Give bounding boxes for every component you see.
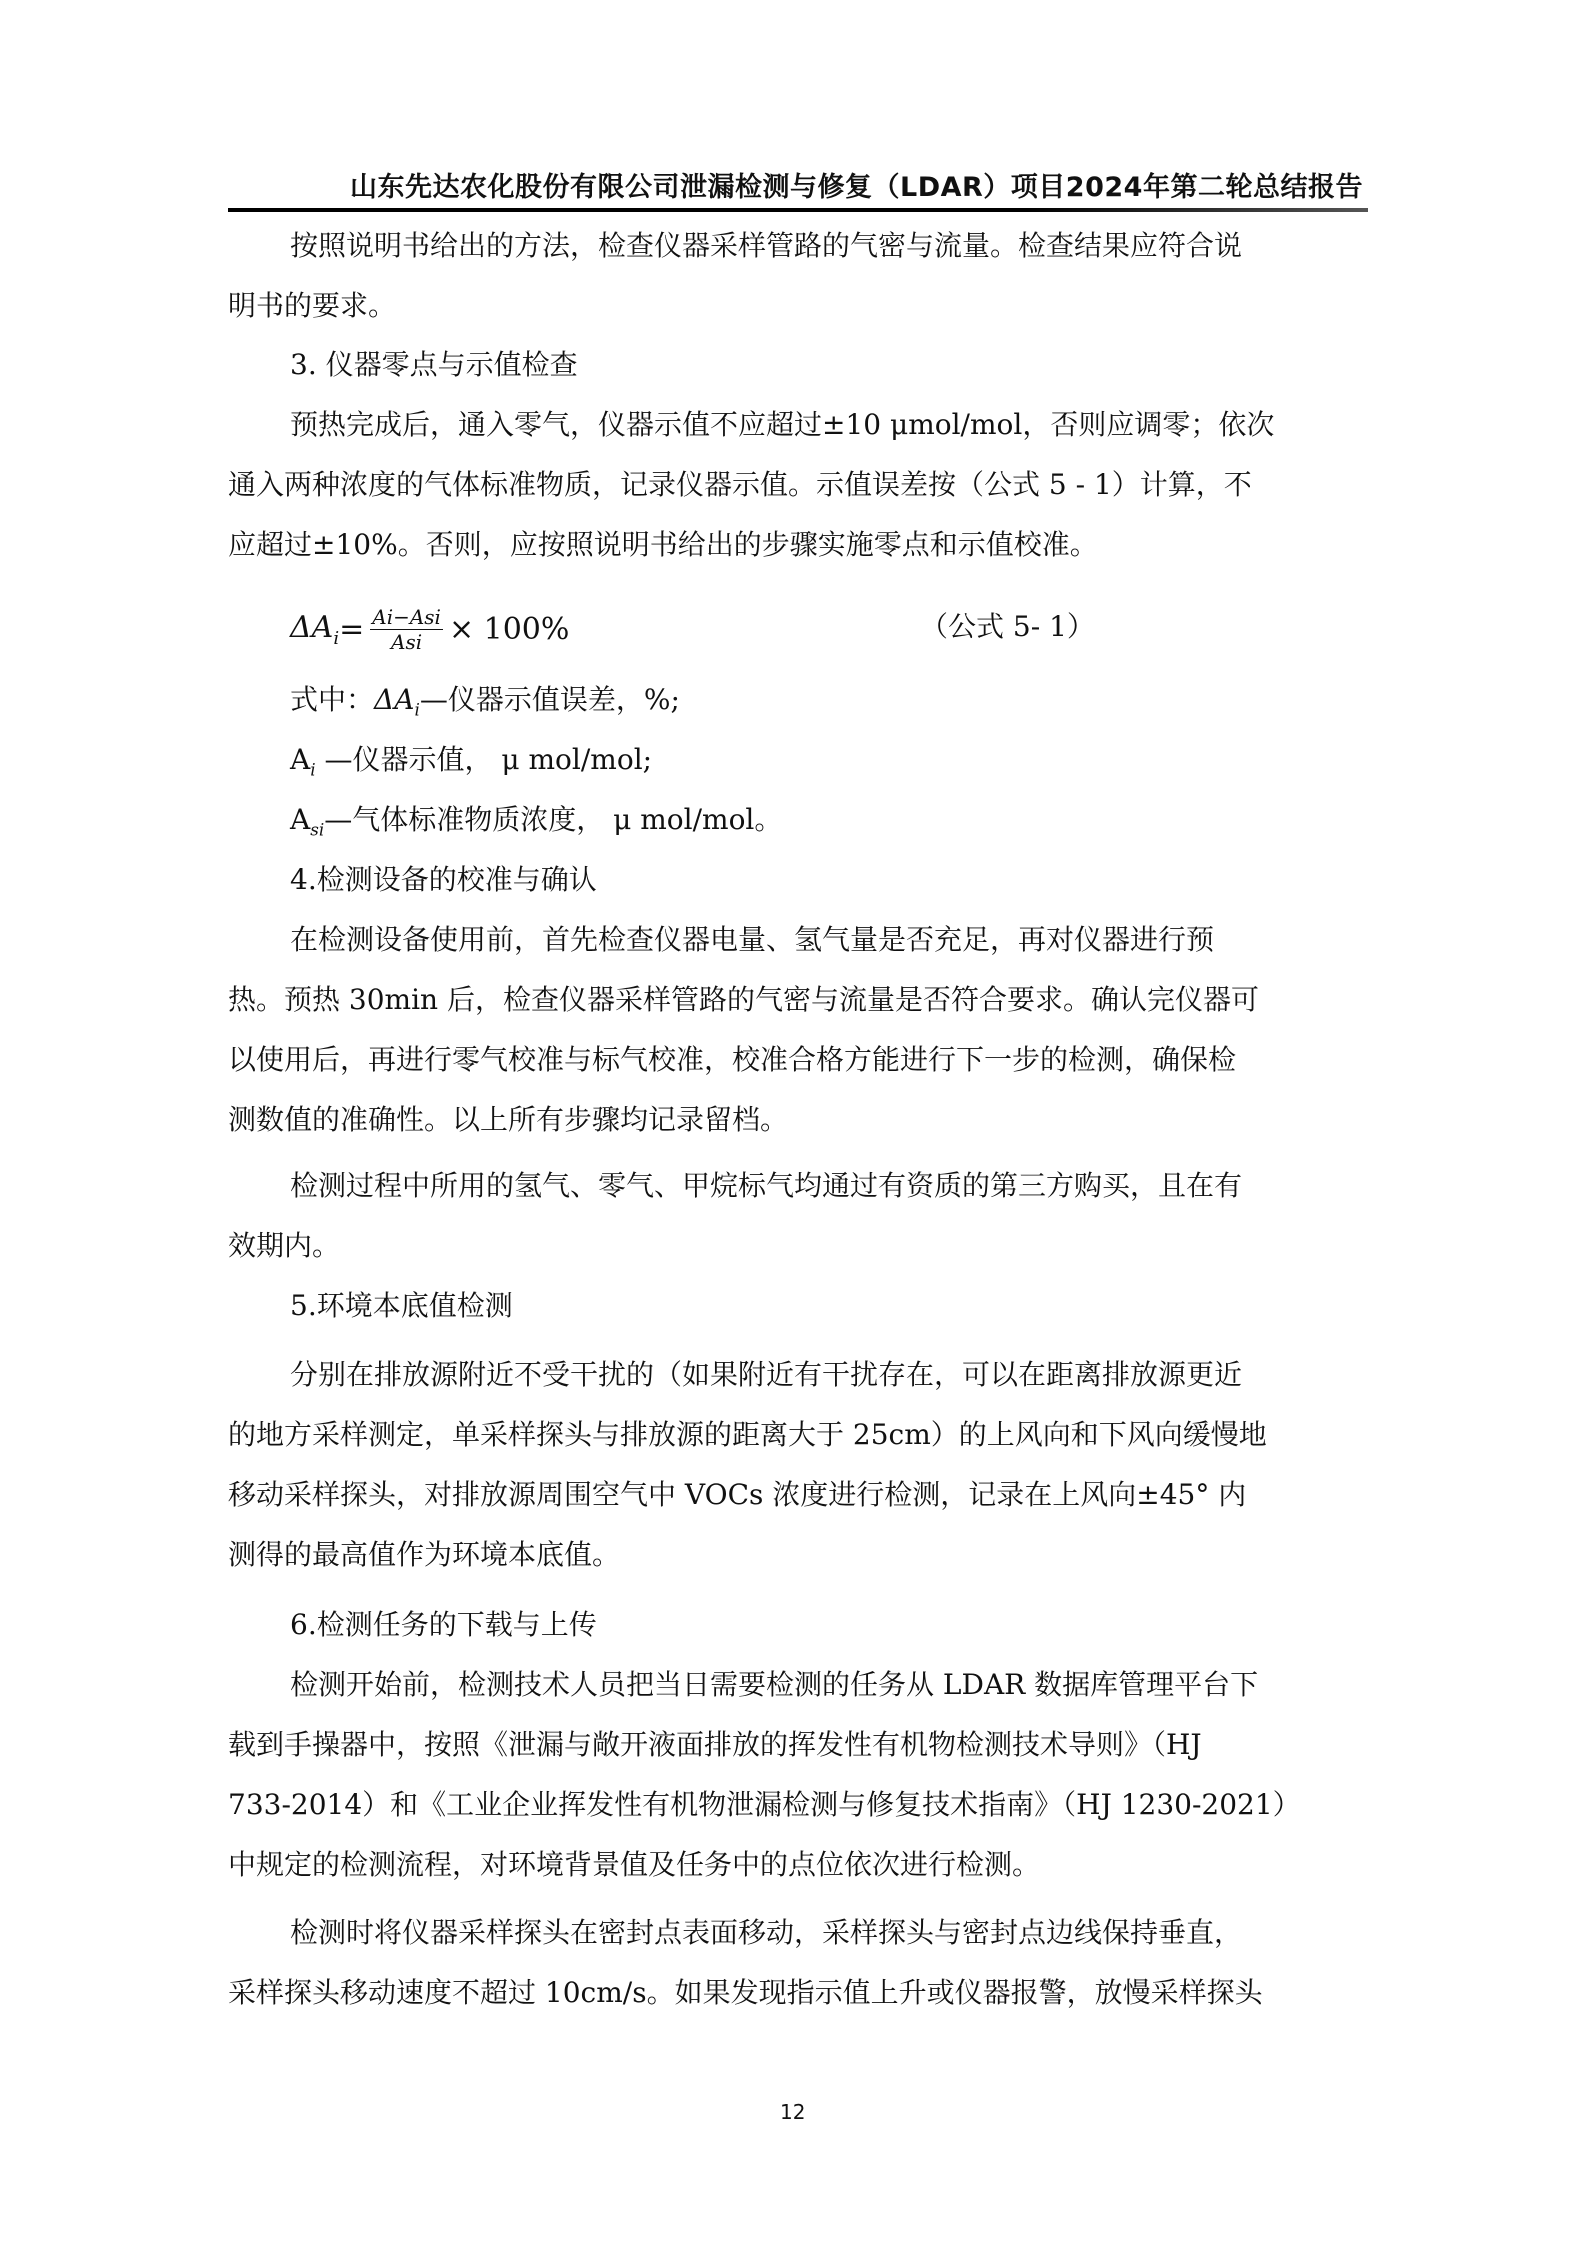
paragraph-line: 热。预热 30min 后，检查仪器采样管路的气密与流量是否符合要求。确认完仪器可 xyxy=(228,983,1259,1016)
paragraph-line: 通入两种浓度的气体标准物质，记录仪器示值。示值误差按（公式 5 - 1）计算，不 xyxy=(228,468,1252,501)
paragraph-line: 中规定的检测流程，对环境背景值及任务中的点位依次进行检测。 xyxy=(228,1848,1041,1881)
paragraph-line: 的地方采样测定，单采样探头与排放源的距离大于 25cm）的上风向和下风向缓慢地 xyxy=(228,1418,1267,1451)
paragraph-line: 在检测设备使用前，首先检查仪器电量、氢气量是否充足，再对仪器进行预 xyxy=(290,923,1215,956)
paragraph-line: 以使用后，再进行零气校准与标气校准，校准合格方能进行下一步的检测，确保检 xyxy=(228,1043,1237,1076)
paragraph-line: 移动采样探头，对排放源周围空气中 VOCs 浓度进行检测，记录在上风向±45° 内 xyxy=(228,1478,1247,1511)
report-header-title: 山东先达农化股份有限公司泄漏检测与修复（LDAR）项目2024年第二轮总结报告 xyxy=(350,172,1363,203)
section-heading-6: 6.检测任务的下载与上传 xyxy=(290,1608,597,1641)
formula-where-line: $A_i$ —仪器示值， μ mol/mol; xyxy=(290,743,653,780)
page-number: 12 xyxy=(780,2100,806,2124)
paragraph-line: 测得的最高值作为环境本底值。 xyxy=(228,1538,621,1571)
section-heading-5: 5.环境本底值检测 xyxy=(290,1289,513,1322)
paragraph-line: 效期内。 xyxy=(228,1229,341,1262)
section-heading-3: 3. 仪器零点与示值检查 xyxy=(290,348,578,381)
paragraph-line: 明书的要求。 xyxy=(228,289,397,322)
formula-lhs: $\Delta A_i$ xyxy=(290,610,340,649)
formula-denominator: Asi xyxy=(391,630,423,654)
paragraph-line: 分别在排放源附近不受干扰的（如果附近有干扰存在，可以在距离排放源更近 xyxy=(290,1358,1243,1391)
paragraph-line: 检测过程中所用的氢气、零气、甲烷标气均通过有资质的第三方购买，且在有 xyxy=(290,1169,1243,1202)
paragraph-line: 733-2014）和《工业企业挥发性有机物泄漏检测与修复技术指南》（HJ 1230-2021） xyxy=(228,1788,1301,1821)
formula-label: （公式 5- 1） xyxy=(920,610,1095,643)
formula-rhs: × 100% xyxy=(448,612,570,647)
paragraph-line: 检测开始前，检测技术人员把当日需要检测的任务从 LDAR 数据库管理平台下 xyxy=(290,1668,1259,1701)
paragraph-line: 载到手操器中，按照《泄漏与敞开液面排放的挥发性有机物检测技术导则》（HJ xyxy=(228,1728,1202,1761)
formula-equals: = xyxy=(339,612,365,647)
section-heading-4: 4.检测设备的校准与确认 xyxy=(290,863,597,896)
paragraph-line: 检测时将仪器采样探头在密封点表面移动，采样探头与密封点边线保持垂直， xyxy=(290,1916,1243,1949)
paragraph-line: 采样探头移动速度不超过 10cm/s。如果发现指示值上升或仪器报警，放慢采样探头 xyxy=(228,1976,1263,2009)
formula-numerator: Ai−Asi xyxy=(372,605,441,629)
formula-where-line: $A_{si}—$气体标准物质浓度， μ mol/mol。 xyxy=(290,803,783,840)
formula-fraction xyxy=(370,605,443,654)
paragraph-line: 按照说明书给出的方法，检查仪器采样管路的气密与流量。检查结果应符合说 xyxy=(290,229,1243,262)
paragraph-line: 应超过±10%。否则，应按照说明书给出的步骤实施零点和示值校准。 xyxy=(228,528,1098,561)
paragraph-line: 预热完成后，通入零气，仪器示值不应超过±10 μmol/mol，否则应调零；依次 xyxy=(290,408,1275,441)
paragraph-line: 测数值的准确性。以上所有步骤均记录留档。 xyxy=(228,1103,789,1136)
header-divider xyxy=(228,208,1368,212)
formula-5-1 xyxy=(290,605,569,654)
formula-where-line: 式中：$\Delta A_i—$仪器示值误差，%; xyxy=(290,683,680,720)
